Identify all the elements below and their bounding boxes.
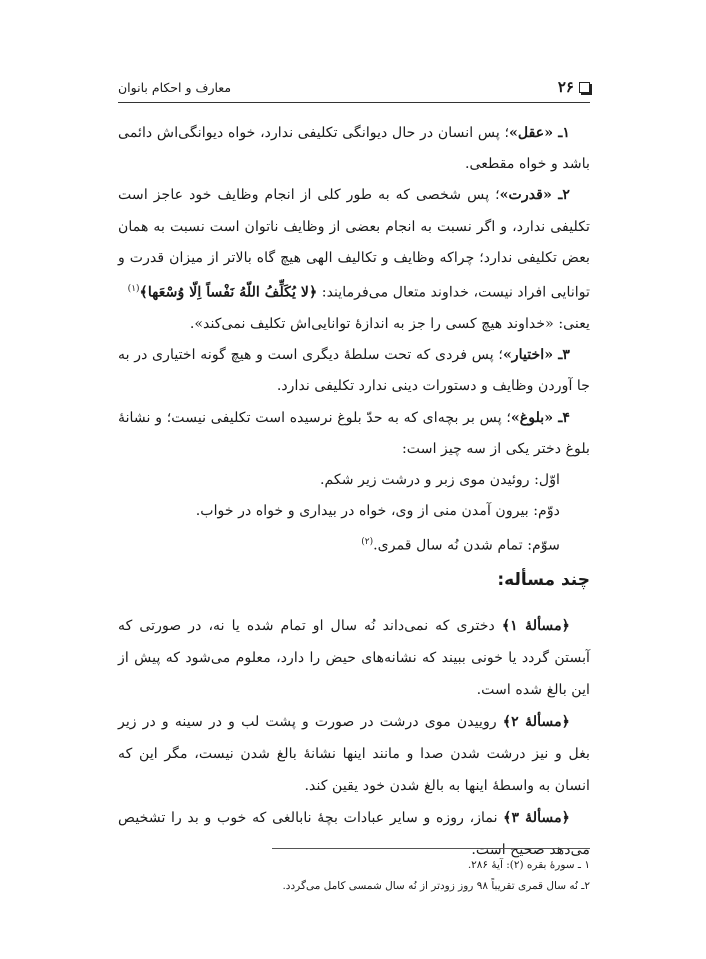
issues-text <box>118 610 590 866</box>
condition-3 <box>118 340 590 402</box>
footnote-2: ۲ـ نُه سال قمری تقریباً ۹۸ روز زودتر از نُه سال شمسی کامل می‌گردد. <box>282 880 590 892</box>
condition-text: ؛ پس انسان در حال دیوانگی تکلیفی ندارد، خواه دیوانگی‌اش دائمی باشد و خواه مقطعی. <box>118 125 590 173</box>
condition-text: ؛ پس شخصی که به طور کلی از انجام وظایف خود عاجز است تکلیفی ندارد، و اگر نسبت به انجام بعضی از وظایف ناتوان است نسبت به همان بعض تکلیفی ندارد؛ چراکه وظایف و تکالیف الهی هیچ گاه بالاتر از میزان قدرت و توانایی افراد نیست، خداوند متعال می‌فرمایند: <box>118 187 590 301</box>
condition-text: ؛ پس فردی که تحت سلطهٔ دیگری است و هیچ گونه اختیاری در به جا آوردن وظایف و دستورات دینی ندارد تکلیفی ندارد. <box>118 347 590 395</box>
condition-label: ۴ـ «بلوغ» <box>510 409 571 426</box>
issue-2 <box>118 706 590 802</box>
condition-1 <box>118 118 590 180</box>
footnote-1: ۱ ـ سورهٔ بقره (۲): آیهٔ ۲۸۶. <box>467 859 590 871</box>
issue-text: روییدن موی درشت در صورت و پشت لب و در سینه و در زیر بغل و نیز درشت شدن صدا و مانند اینها نشانهٔ بالغ شدن نیست، مگر این که انسان به واسطهٔ اینها به بالغ شدن خود یقین کند. <box>118 714 590 794</box>
verse-translation: یعنی: «خداوند هیچ کسی را جز به اندازهٔ توانایی‌اش تکلیف نمی‌کند». <box>189 315 590 332</box>
page-header <box>118 76 590 103</box>
issue-label: ﴿مسألهٔ ۱﴾ <box>501 618 570 634</box>
running-title: معارف و احکام بانوان <box>118 79 232 95</box>
footnote-divider <box>272 848 590 849</box>
quran-verse: ﴿لا یُکَلِّفُ اللّهُ نَفْساً اِلّا وُسْعَها﴾ <box>139 284 318 301</box>
page-number: ۲۶ <box>557 78 574 96</box>
puberty-sign-3 <box>118 527 590 562</box>
square-bullet-icon <box>579 82 590 93</box>
section-heading: چند مسأله: <box>497 570 590 590</box>
condition-label: ۱ـ «عقل» <box>509 125 570 141</box>
puberty-sign-1: اوّل: روئیدن موی زبر و درشت زیر شکم. <box>319 471 560 488</box>
issue-text: دختری که نمی‌داند نُه سال او تمام شده یا نه، در صورتی که آبستن گردد یا خونی ببیند که نشانه‌های حیض را دارد، معلوم می‌شود که پیش از این بالغ شده است. <box>118 618 590 698</box>
sign-text: سوّم: تمام شدن نُه سال قمری. <box>373 538 560 555</box>
condition-label: ۲ـ «قدرت» <box>499 187 570 204</box>
issue-label: ﴿مسألهٔ ۲﴾ <box>502 714 570 730</box>
condition-2 <box>118 180 590 309</box>
condition-text: ؛ پس بر بچه‌ای که به حدّ بلوغ نرسیده است تکلیفی نیست؛ و نشانهٔ بلوغ دختر یکی از سه چیز است: <box>118 409 590 457</box>
page-number-block <box>558 78 590 96</box>
puberty-sign-2: دوّم: بیرون آمدن منی از وی، خواه در بیداری و خواه در خواب. <box>195 503 560 520</box>
footnote-ref-1: (۱) <box>127 284 140 295</box>
conditions-text <box>118 118 590 562</box>
issue-1 <box>118 610 590 706</box>
issue-text: نماز، روزه و سایر عبادات بچهٔ نابالغی که خوب و بد را تشخیص می‌دهد صحیح است. <box>118 810 590 858</box>
footnote-ref-2: (۲) <box>361 537 374 548</box>
condition-4 <box>118 403 590 465</box>
footnotes <box>250 855 590 897</box>
issue-label: ﴿مسألهٔ ۳﴾ <box>503 810 570 826</box>
condition-label: ۳ـ «اختیار» <box>502 347 570 364</box>
